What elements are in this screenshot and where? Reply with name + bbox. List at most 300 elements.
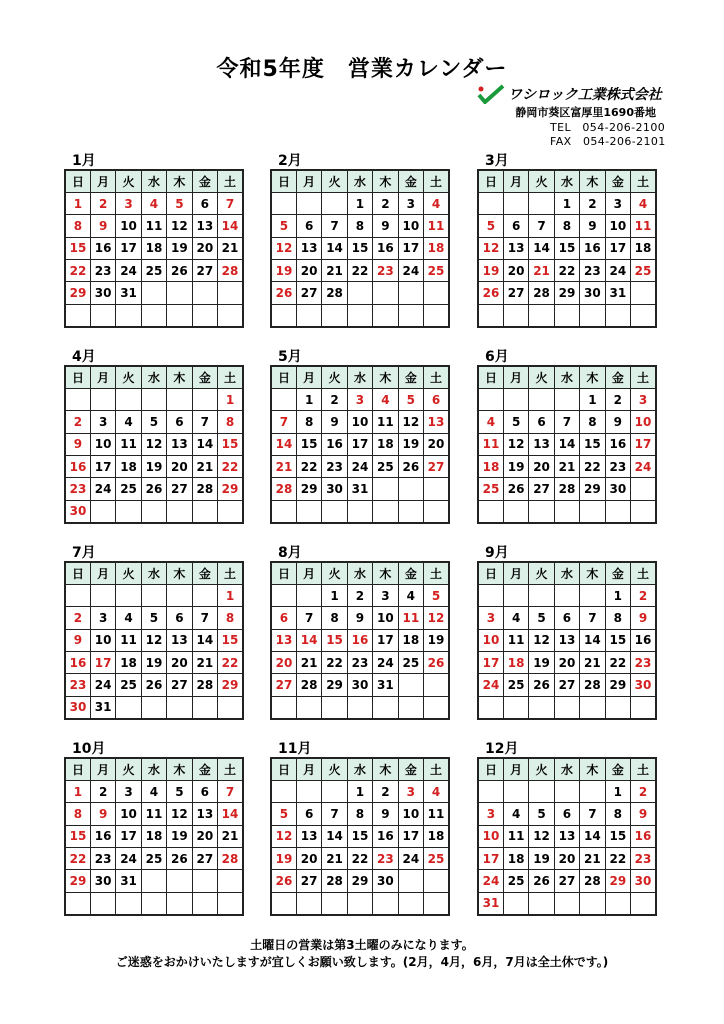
day-cell <box>192 282 217 304</box>
day-cell <box>90 892 115 914</box>
day-cell: 13 <box>296 237 321 259</box>
day-cell: 24 <box>478 870 503 892</box>
day-cell: 14 <box>218 803 243 825</box>
weekday-header: 水 <box>347 170 372 192</box>
day-cell <box>580 780 605 802</box>
day-cell: 28 <box>580 870 605 892</box>
day-cell: 4 <box>373 388 398 410</box>
day-cell: 22 <box>605 848 630 870</box>
day-cell <box>90 584 115 606</box>
week-row <box>65 780 243 802</box>
day-cell: 31 <box>478 892 503 914</box>
weekday-header: 木 <box>167 170 192 192</box>
day-cell: 31 <box>347 478 372 500</box>
day-cell: 22 <box>347 848 372 870</box>
day-cell: 1 <box>347 780 372 802</box>
day-cell: 22 <box>65 260 90 282</box>
week-row <box>478 282 656 304</box>
day-cell: 26 <box>529 674 554 696</box>
day-cell: 1 <box>347 192 372 214</box>
day-cell: 3 <box>605 192 630 214</box>
day-cell: 13 <box>503 237 528 259</box>
day-cell: 16 <box>65 456 90 478</box>
weekday-header: 日 <box>478 170 503 192</box>
week-row <box>478 237 656 259</box>
day-cell: 23 <box>605 456 630 478</box>
day-cell: 26 <box>503 478 528 500</box>
weekday-header: 日 <box>65 366 90 388</box>
week-row <box>271 584 449 606</box>
company-header <box>477 84 662 104</box>
weekday-header: 火 <box>322 366 347 388</box>
day-cell: 13 <box>271 629 296 651</box>
week-row <box>65 388 243 410</box>
day-cell: 2 <box>631 780 656 802</box>
weekday-header: 木 <box>580 758 605 780</box>
week-row <box>478 304 656 326</box>
day-cell <box>296 584 321 606</box>
day-cell: 27 <box>271 674 296 696</box>
day-cell: 29 <box>65 870 90 892</box>
day-cell: 2 <box>90 780 115 802</box>
day-cell: 9 <box>373 215 398 237</box>
day-cell <box>141 584 166 606</box>
month-table <box>270 757 450 916</box>
day-cell <box>218 870 243 892</box>
day-cell: 13 <box>529 433 554 455</box>
day-cell: 25 <box>424 260 449 282</box>
weekday-header: 月 <box>90 170 115 192</box>
day-cell: 15 <box>65 237 90 259</box>
day-cell: 6 <box>554 803 579 825</box>
day-cell <box>192 892 217 914</box>
day-cell: 27 <box>167 674 192 696</box>
weekday-header: 火 <box>529 170 554 192</box>
day-cell: 24 <box>116 848 141 870</box>
day-cell: 30 <box>90 282 115 304</box>
weekday-header: 月 <box>296 366 321 388</box>
day-cell: 17 <box>90 652 115 674</box>
day-cell: 31 <box>605 282 630 304</box>
day-cell: 26 <box>167 848 192 870</box>
day-cell: 18 <box>631 237 656 259</box>
day-cell: 19 <box>398 433 423 455</box>
week-row <box>478 584 656 606</box>
day-cell <box>271 500 296 522</box>
day-cell <box>424 282 449 304</box>
day-cell: 11 <box>398 607 423 629</box>
week-row <box>271 848 449 870</box>
day-cell: 26 <box>141 674 166 696</box>
day-cell <box>478 192 503 214</box>
day-cell <box>478 584 503 606</box>
week-row <box>271 780 449 802</box>
day-cell: 19 <box>167 825 192 847</box>
day-cell: 1 <box>296 388 321 410</box>
day-cell: 24 <box>631 456 656 478</box>
weekday-header: 日 <box>478 366 503 388</box>
day-cell <box>167 696 192 718</box>
day-cell: 19 <box>141 652 166 674</box>
day-cell: 18 <box>503 848 528 870</box>
day-cell: 31 <box>373 674 398 696</box>
day-cell: 5 <box>424 584 449 606</box>
day-cell: 29 <box>605 870 630 892</box>
day-cell: 10 <box>116 215 141 237</box>
day-cell: 23 <box>322 456 347 478</box>
day-cell: 11 <box>141 803 166 825</box>
day-cell: 15 <box>65 825 90 847</box>
day-cell <box>580 304 605 326</box>
day-cell: 26 <box>271 282 296 304</box>
day-cell: 22 <box>605 652 630 674</box>
month-12 <box>477 741 657 916</box>
day-cell: 25 <box>116 478 141 500</box>
day-cell: 17 <box>90 456 115 478</box>
day-cell: 28 <box>218 848 243 870</box>
day-cell: 24 <box>398 848 423 870</box>
day-cell <box>271 584 296 606</box>
day-cell: 3 <box>478 607 503 629</box>
weekday-header: 金 <box>398 170 423 192</box>
day-cell: 30 <box>373 870 398 892</box>
day-cell <box>529 388 554 410</box>
day-cell: 23 <box>580 260 605 282</box>
day-cell: 23 <box>90 260 115 282</box>
day-cell: 29 <box>218 674 243 696</box>
day-cell: 2 <box>347 584 372 606</box>
day-cell: 14 <box>271 433 296 455</box>
day-cell: 28 <box>192 674 217 696</box>
day-cell: 19 <box>424 629 449 651</box>
day-cell: 16 <box>605 433 630 455</box>
week-row <box>65 500 243 522</box>
day-cell: 15 <box>218 629 243 651</box>
day-cell <box>192 870 217 892</box>
day-cell: 28 <box>322 282 347 304</box>
weekday-header: 木 <box>580 170 605 192</box>
day-cell: 28 <box>580 674 605 696</box>
day-cell: 24 <box>398 260 423 282</box>
month-table <box>477 561 657 720</box>
month-table <box>64 365 244 524</box>
month-title: 10月 <box>72 741 106 757</box>
day-cell: 19 <box>167 237 192 259</box>
week-row <box>65 411 243 433</box>
day-cell: 16 <box>631 629 656 651</box>
month-5 <box>270 349 450 524</box>
day-cell: 4 <box>398 584 423 606</box>
weekday-header: 木 <box>373 170 398 192</box>
day-cell: 1 <box>554 192 579 214</box>
weekday-header: 水 <box>141 170 166 192</box>
day-cell: 25 <box>478 478 503 500</box>
weekday-header: 日 <box>271 170 296 192</box>
week-row <box>478 215 656 237</box>
day-cell: 24 <box>116 260 141 282</box>
weekday-header-row <box>271 170 449 192</box>
weekday-header: 土 <box>218 366 243 388</box>
week-row <box>478 652 656 674</box>
day-cell <box>554 388 579 410</box>
day-cell: 22 <box>322 652 347 674</box>
day-cell: 16 <box>373 825 398 847</box>
day-cell <box>398 696 423 718</box>
week-row <box>478 870 656 892</box>
day-cell: 4 <box>116 607 141 629</box>
day-cell: 3 <box>116 192 141 214</box>
day-cell: 11 <box>478 433 503 455</box>
week-row <box>65 260 243 282</box>
day-cell: 1 <box>322 584 347 606</box>
day-cell: 10 <box>478 629 503 651</box>
day-cell: 11 <box>424 215 449 237</box>
day-cell: 3 <box>398 780 423 802</box>
day-cell: 27 <box>424 456 449 478</box>
week-row <box>271 192 449 214</box>
day-cell: 29 <box>580 478 605 500</box>
month-2 <box>270 153 450 328</box>
day-cell: 17 <box>398 825 423 847</box>
day-cell <box>605 304 630 326</box>
week-row <box>478 433 656 455</box>
day-cell <box>503 304 528 326</box>
weekday-header: 金 <box>192 170 217 192</box>
day-cell: 8 <box>554 215 579 237</box>
day-cell: 25 <box>503 674 528 696</box>
day-cell: 10 <box>398 803 423 825</box>
day-cell: 30 <box>90 870 115 892</box>
day-cell: 19 <box>271 848 296 870</box>
day-cell: 28 <box>529 282 554 304</box>
day-cell: 10 <box>116 803 141 825</box>
day-cell <box>373 500 398 522</box>
weekday-header: 水 <box>554 170 579 192</box>
day-cell: 6 <box>296 803 321 825</box>
week-row <box>271 696 449 718</box>
day-cell <box>271 304 296 326</box>
week-row <box>271 388 449 410</box>
week-row <box>65 433 243 455</box>
weekday-header: 日 <box>65 562 90 584</box>
day-cell: 27 <box>554 870 579 892</box>
day-cell: 6 <box>503 215 528 237</box>
week-row <box>478 478 656 500</box>
day-cell: 8 <box>580 411 605 433</box>
day-cell <box>65 892 90 914</box>
day-cell <box>218 696 243 718</box>
month-title: 6月 <box>485 349 509 365</box>
day-cell: 20 <box>296 260 321 282</box>
day-cell: 13 <box>424 411 449 433</box>
weekday-header: 日 <box>65 170 90 192</box>
day-cell: 9 <box>580 215 605 237</box>
week-row <box>271 500 449 522</box>
day-cell: 28 <box>296 674 321 696</box>
day-cell: 1 <box>580 388 605 410</box>
weekday-header-row <box>65 170 243 192</box>
day-cell: 3 <box>347 388 372 410</box>
day-cell: 10 <box>631 411 656 433</box>
week-row <box>65 304 243 326</box>
day-cell <box>529 696 554 718</box>
month-table <box>270 169 450 328</box>
day-cell <box>347 500 372 522</box>
day-cell: 16 <box>580 237 605 259</box>
weekday-header: 土 <box>631 758 656 780</box>
day-cell: 21 <box>322 848 347 870</box>
weekday-header: 金 <box>605 758 630 780</box>
day-cell <box>398 500 423 522</box>
day-cell <box>347 282 372 304</box>
day-cell <box>424 304 449 326</box>
weekday-header: 月 <box>90 366 115 388</box>
week-row <box>271 237 449 259</box>
week-row <box>478 411 656 433</box>
day-cell <box>605 500 630 522</box>
week-row <box>271 433 449 455</box>
week-row <box>65 803 243 825</box>
day-cell: 1 <box>605 584 630 606</box>
week-row <box>65 584 243 606</box>
day-cell: 6 <box>192 192 217 214</box>
day-cell: 10 <box>605 215 630 237</box>
day-cell <box>424 870 449 892</box>
weekday-header: 土 <box>218 562 243 584</box>
day-cell: 29 <box>554 282 579 304</box>
month-title: 5月 <box>278 349 302 365</box>
day-cell: 13 <box>167 629 192 651</box>
day-cell: 3 <box>631 388 656 410</box>
day-cell: 25 <box>631 260 656 282</box>
day-cell: 8 <box>322 607 347 629</box>
day-cell: 16 <box>373 237 398 259</box>
day-cell: 17 <box>398 237 423 259</box>
day-cell <box>271 696 296 718</box>
day-cell <box>503 892 528 914</box>
day-cell: 2 <box>631 584 656 606</box>
day-cell: 15 <box>605 825 630 847</box>
day-cell: 22 <box>65 848 90 870</box>
day-cell <box>424 892 449 914</box>
day-cell <box>554 892 579 914</box>
day-cell: 21 <box>529 260 554 282</box>
week-row <box>65 870 243 892</box>
weekday-header: 月 <box>296 562 321 584</box>
day-cell <box>478 304 503 326</box>
day-cell <box>605 696 630 718</box>
day-cell <box>192 388 217 410</box>
day-cell: 16 <box>90 237 115 259</box>
day-cell: 31 <box>90 696 115 718</box>
day-cell: 20 <box>167 652 192 674</box>
day-cell: 11 <box>116 433 141 455</box>
day-cell <box>90 304 115 326</box>
weekday-header-row <box>478 170 656 192</box>
day-cell: 3 <box>373 584 398 606</box>
day-cell: 15 <box>554 237 579 259</box>
weekday-header: 日 <box>271 758 296 780</box>
day-cell: 8 <box>605 607 630 629</box>
day-cell: 17 <box>373 629 398 651</box>
day-cell: 9 <box>605 411 630 433</box>
weekday-header: 土 <box>631 170 656 192</box>
week-row <box>65 629 243 651</box>
day-cell <box>529 500 554 522</box>
day-cell: 9 <box>631 803 656 825</box>
weekday-header: 木 <box>167 562 192 584</box>
week-row <box>271 674 449 696</box>
day-cell <box>90 388 115 410</box>
day-cell <box>116 892 141 914</box>
day-cell <box>424 500 449 522</box>
day-cell: 18 <box>398 629 423 651</box>
week-row <box>271 629 449 651</box>
day-cell <box>116 696 141 718</box>
day-cell: 7 <box>271 411 296 433</box>
day-cell: 12 <box>167 215 192 237</box>
day-cell: 19 <box>478 260 503 282</box>
day-cell: 23 <box>373 260 398 282</box>
day-cell: 20 <box>167 456 192 478</box>
day-cell <box>373 304 398 326</box>
weekday-header: 金 <box>398 758 423 780</box>
week-row <box>271 304 449 326</box>
day-cell <box>554 780 579 802</box>
day-cell <box>167 500 192 522</box>
day-cell: 28 <box>218 260 243 282</box>
day-cell: 15 <box>322 629 347 651</box>
day-cell: 2 <box>322 388 347 410</box>
day-cell <box>554 304 579 326</box>
day-cell <box>478 500 503 522</box>
day-cell: 5 <box>167 192 192 214</box>
day-cell: 4 <box>424 192 449 214</box>
month-title: 2月 <box>278 153 302 169</box>
day-cell: 5 <box>167 780 192 802</box>
month-table <box>64 561 244 720</box>
day-cell: 24 <box>478 674 503 696</box>
day-cell: 17 <box>116 237 141 259</box>
day-cell: 1 <box>218 584 243 606</box>
day-cell: 15 <box>347 237 372 259</box>
day-cell <box>503 584 528 606</box>
day-cell: 21 <box>554 456 579 478</box>
day-cell: 14 <box>580 825 605 847</box>
weekday-header-row <box>478 562 656 584</box>
day-cell: 25 <box>424 848 449 870</box>
weekday-header: 木 <box>167 758 192 780</box>
week-row <box>478 456 656 478</box>
day-cell: 31 <box>116 870 141 892</box>
day-cell: 8 <box>65 215 90 237</box>
day-cell: 9 <box>347 607 372 629</box>
weekday-header: 木 <box>580 562 605 584</box>
day-cell <box>478 388 503 410</box>
weekday-header: 土 <box>218 170 243 192</box>
weekday-header: 水 <box>347 758 372 780</box>
month-title: 12月 <box>485 741 519 757</box>
day-cell: 11 <box>116 629 141 651</box>
day-cell: 5 <box>529 607 554 629</box>
day-cell <box>141 892 166 914</box>
weekday-header: 火 <box>529 562 554 584</box>
day-cell: 10 <box>90 433 115 455</box>
day-cell: 7 <box>322 803 347 825</box>
day-cell: 22 <box>347 260 372 282</box>
month-table <box>477 169 657 328</box>
day-cell: 21 <box>580 652 605 674</box>
